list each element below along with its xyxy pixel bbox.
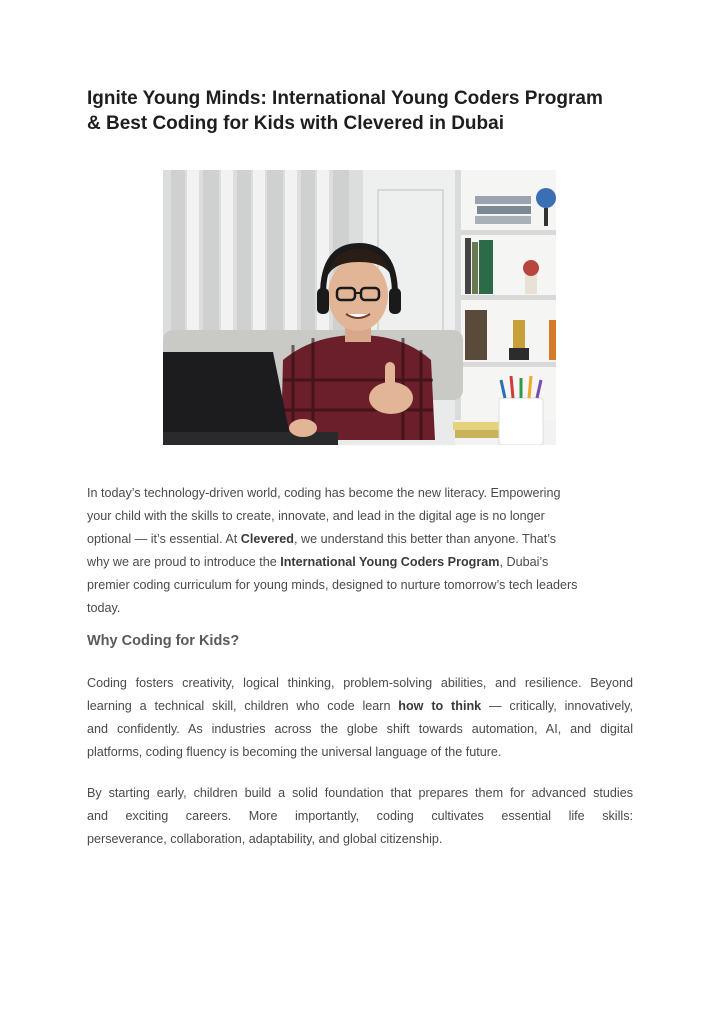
para2-line-2-text: learning a technical skill, children who code learn — [87, 699, 399, 713]
intro-line-3-text: optional — it’s essential. At — [87, 532, 241, 546]
para2-line-2 — [87, 695, 633, 718]
intro-paragraph — [87, 482, 633, 620]
boy-coding-illustration — [163, 170, 556, 445]
intro-line-6: today. — [87, 601, 121, 615]
why-coding-paragraph — [87, 672, 633, 764]
intro-line-4 — [87, 551, 633, 574]
para2-line-4: platforms, coding fluency is becoming the universal language of the future. — [87, 745, 502, 759]
hero-image — [163, 170, 556, 445]
para3-line-2: and exciting careers. More importantly, coding cultivates essential life skills: — [87, 809, 633, 823]
intro-line-4-tail: , Dubai’s — [499, 555, 549, 569]
section-heading: Why Coding for Kids? — [87, 633, 240, 649]
para3-line-1: By starting early, children build a solid foundation that prepares them for advanced studies — [87, 786, 633, 800]
article-title — [87, 86, 647, 136]
program-name: International Young Coders Program — [280, 555, 500, 569]
title-line-1: Ignite Young Minds: International Young Coders Program — [87, 88, 603, 109]
para3-line-3: perseverance, collaboration, adaptability, and global citizenship. — [87, 832, 443, 846]
intro-line-4-text: why we are proud to introduce the — [87, 555, 281, 569]
para2-line-2-tail: — critically, innovatively, — [481, 699, 633, 713]
intro-line-3 — [87, 528, 633, 551]
intro-line-1: In today’s technology-driven world, coding has become the new literacy. Empowering — [87, 486, 561, 500]
brand-name-clevered: Clevered — [240, 532, 294, 546]
para2-line-1: Coding fosters creativity, logical thinking, problem-solving abilities, and resilience. Beyond — [87, 676, 633, 690]
early-start-paragraph — [87, 782, 633, 851]
title-line-2: & Best Coding for Kids with Clevered in Dubai — [87, 113, 504, 134]
para2-line-3: and confidently. As industries across the globe shift towards automation, AI, and digital — [87, 722, 633, 736]
intro-line-3-tail: , we understand this better than anyone. That’s — [294, 532, 557, 546]
intro-line-5: premier coding curriculum for young minds, designed to nurture tomorrow’s tech leaders — [87, 578, 578, 592]
how-to-think-emphasis: how to think — [398, 699, 482, 713]
intro-line-2: your child with the skills to create, innovate, and lead in the digital age is no longer — [87, 509, 545, 523]
